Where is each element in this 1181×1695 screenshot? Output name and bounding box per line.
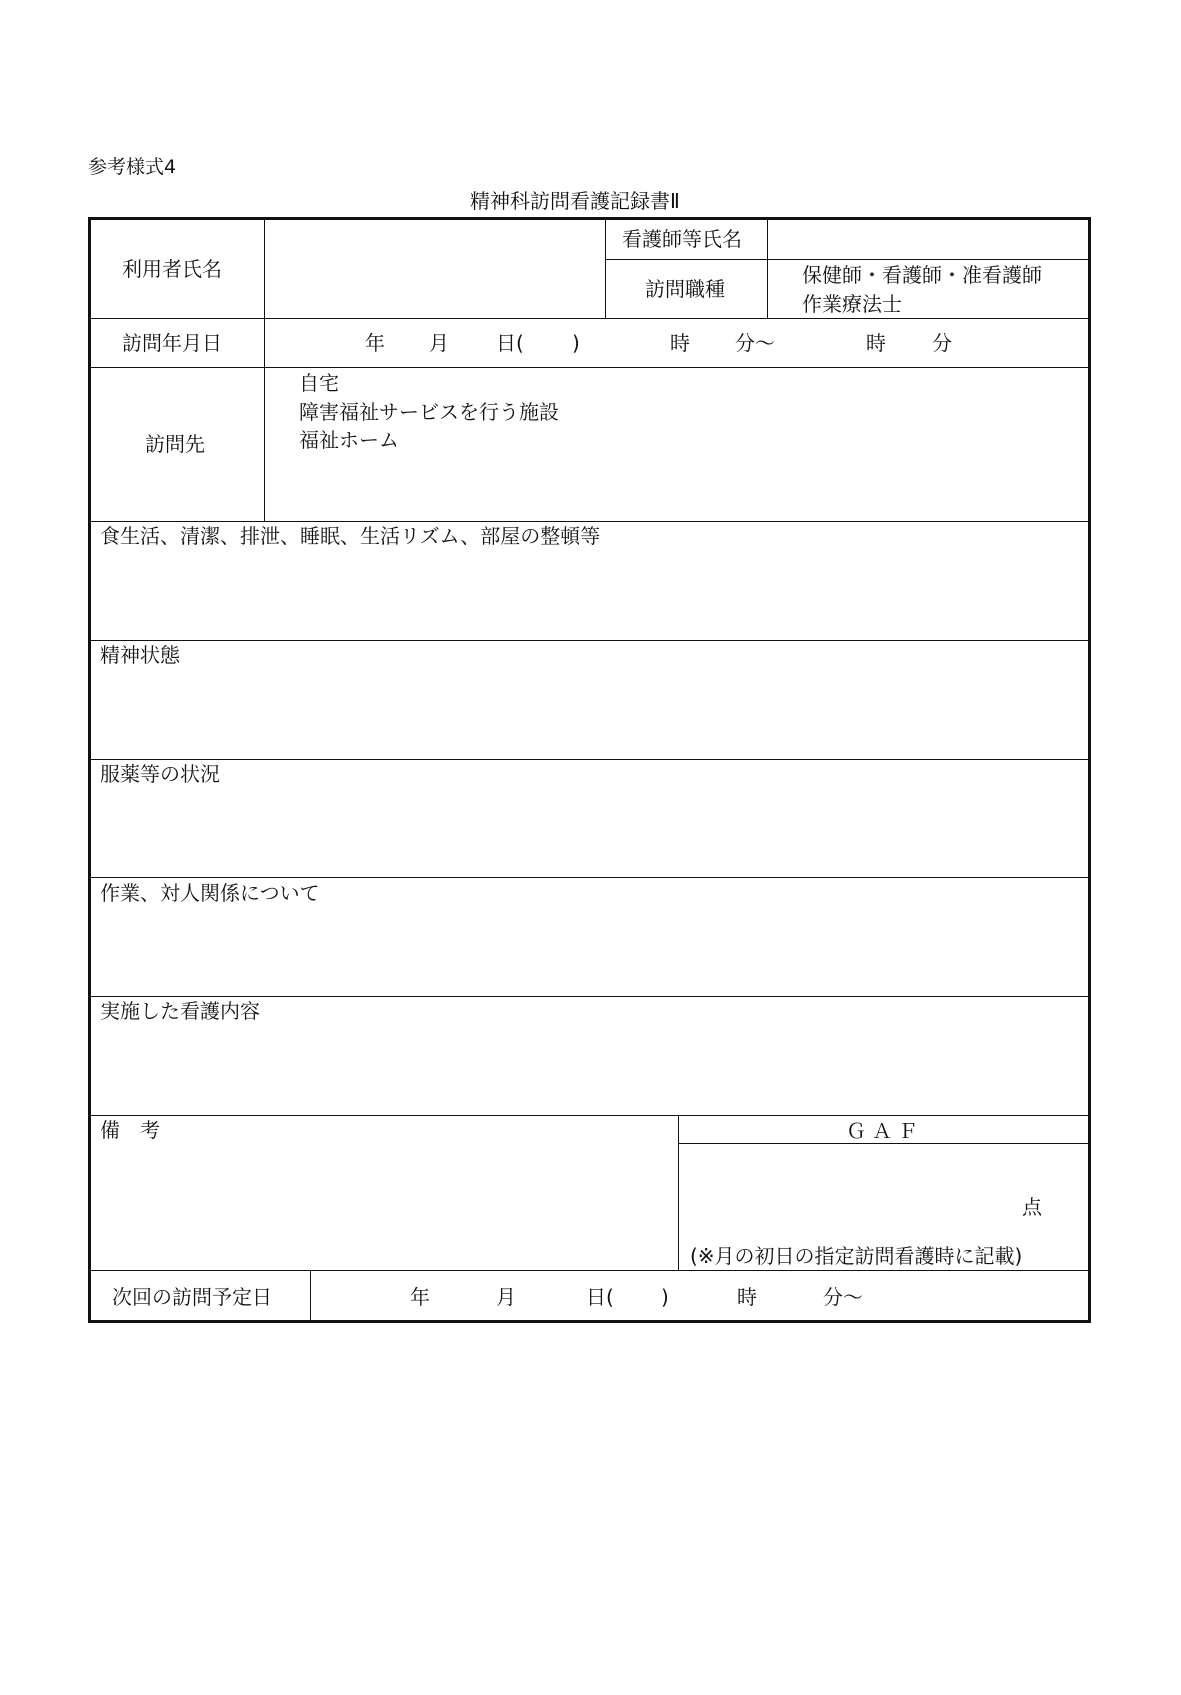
visit-day-close: ): [572, 331, 580, 355]
next-visit-day: 日(: [586, 1285, 614, 1309]
next-visit-hour: 時: [737, 1285, 757, 1309]
destination-option-home[interactable]: 自宅: [299, 371, 339, 395]
section-work-relations: 作業、対人関係について: [100, 881, 320, 905]
visit-end-hour: 時: [866, 331, 886, 355]
row-divider: [678, 1143, 1091, 1144]
row-divider: [88, 367, 1091, 368]
row-divider: [88, 1270, 1091, 1271]
visit-month: 月: [429, 331, 449, 355]
form-reference: 参考様式4: [88, 156, 177, 178]
page-title: 精神科訪問看護記録書Ⅱ: [470, 189, 680, 213]
row-divider: [88, 877, 1091, 878]
visit-year: 年: [365, 331, 385, 355]
column-divider: [264, 218, 265, 521]
job-type-label: 訪問職種: [645, 277, 725, 301]
job-type-option-ot[interactable]: 作業療法士: [802, 292, 902, 316]
section-nursing-content: 実施した看護内容: [100, 999, 260, 1023]
nurse-name-field[interactable]: [769, 220, 1087, 258]
medication-field[interactable]: [90, 790, 1088, 876]
visit-start-hour: 時: [670, 331, 690, 355]
nurse-name-label: 看護師等氏名: [622, 227, 742, 251]
visit-end-minute: 分: [932, 331, 952, 355]
next-visit-minute: 分〜: [823, 1285, 863, 1309]
row-divider: [88, 521, 1091, 522]
column-divider: [767, 218, 768, 318]
nursing-content-field[interactable]: [90, 1027, 1088, 1113]
user-name-label: 利用者氏名: [122, 257, 222, 281]
visit-date-label: 訪問年月日: [122, 331, 222, 355]
next-visit-day-close: ): [661, 1285, 669, 1309]
next-visit-label: 次回の訪問予定日: [112, 1285, 272, 1309]
visit-day: 日(: [496, 331, 524, 355]
gaf-points-unit: 点: [1022, 1195, 1042, 1219]
work-relations-field[interactable]: [90, 908, 1088, 994]
destination-option-facility[interactable]: 障害福祉サービスを行う施設: [299, 400, 559, 424]
row-divider: [88, 318, 1091, 319]
section-daily-life: 食生活、清潔、排泄、睡眠、生活リズム、部屋の整頓等: [100, 524, 601, 548]
row-divider: [605, 259, 1091, 260]
job-type-options[interactable]: 保健師・看護師・准看護師: [802, 263, 1042, 287]
next-visit-year: 年: [410, 1285, 430, 1309]
row-divider: [88, 1115, 1091, 1116]
row-divider: [88, 640, 1091, 641]
section-mental-state: 精神状態: [100, 643, 180, 667]
row-divider: [88, 996, 1091, 997]
section-medication: 服薬等の状況: [100, 762, 220, 786]
next-visit-month: 月: [496, 1285, 516, 1309]
gaf-note: (※月の初日の指定訪問看護時に記載): [690, 1244, 1023, 1268]
remarks-label: 備 考: [100, 1118, 160, 1142]
gaf-label: ＧＡＦ: [846, 1119, 924, 1143]
gaf-score-field[interactable]: [681, 1146, 1021, 1226]
user-name-field[interactable]: [266, 220, 604, 317]
destination-label: 訪問先: [145, 432, 205, 456]
mental-state-field[interactable]: [90, 671, 1088, 757]
destination-option-welfare-home[interactable]: 福祉ホーム: [299, 428, 399, 452]
column-divider: [310, 1270, 311, 1322]
remarks-field[interactable]: [90, 1146, 676, 1268]
visit-start-minute: 分〜: [735, 331, 775, 355]
column-divider: [605, 218, 606, 318]
daily-life-field[interactable]: [90, 552, 1088, 638]
row-divider: [88, 759, 1091, 760]
